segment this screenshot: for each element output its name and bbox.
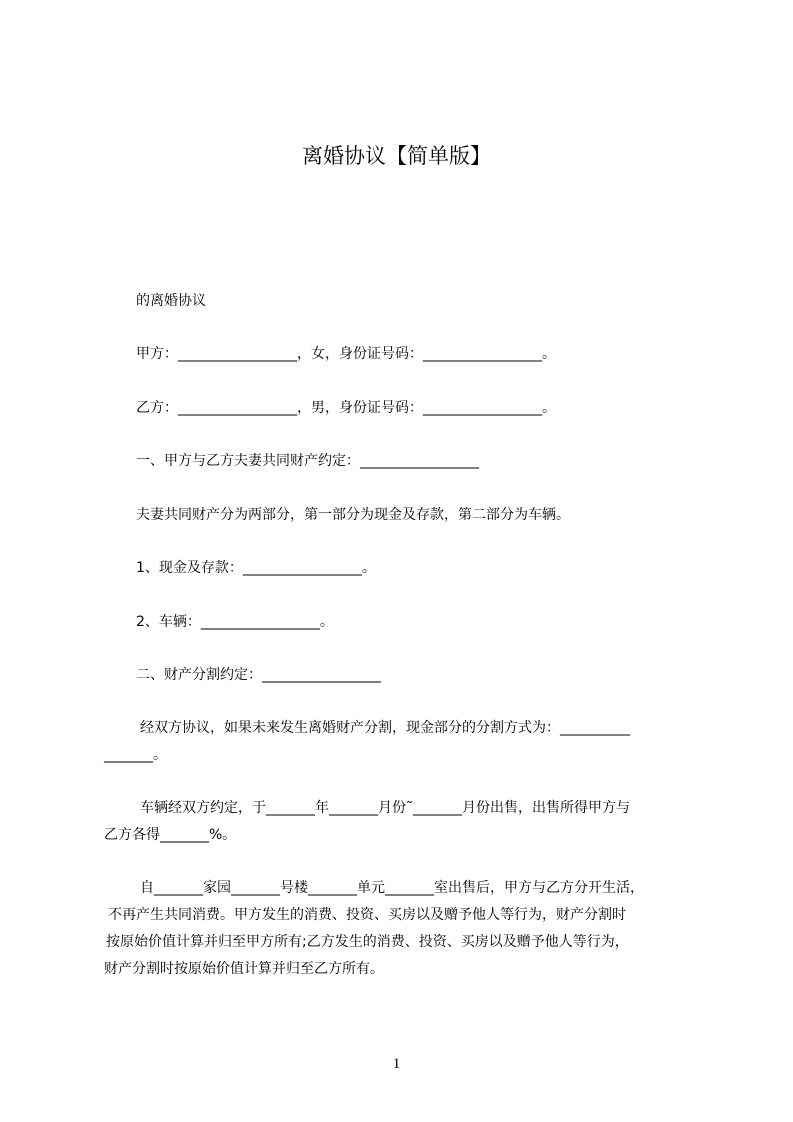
paragraph-3-line-4: 财产分割时按原始价值计算并归至乙方所有。 xyxy=(104,961,384,977)
item-1-cash: 1、现金及存款：_________________。 xyxy=(136,560,376,576)
page-number: 1 xyxy=(392,1056,401,1072)
intro-line: 的离婚协议 xyxy=(136,293,206,309)
section-1-heading: 一、甲方与乙方夫妻共同财产约定：_________________ xyxy=(136,453,479,469)
paragraph-3-line-2: 不再产生共同消费。甲方发生的消费、投资、买房以及赠予他人等行为，财产分割时 xyxy=(108,907,626,923)
paragraph-1-line-1: 经双方协议，如果未来发生离婚财产分割，现金部分的分割方式为：__________ xyxy=(140,720,630,736)
document-title: 离婚协议【简单版】 xyxy=(302,144,491,168)
party-b-line: 乙方：_________________，男，身份证号码：_________________。 xyxy=(136,400,556,416)
paragraph-3-line-3: 按原始价值计算并归至甲方所有;乙方发生的消费、投资、买房以及赠予他人等行为， xyxy=(106,934,629,950)
paragraph-2-line-2: 乙方各得_______%。 xyxy=(104,827,237,843)
section-2-heading: 二、财产分割约定：_________________ xyxy=(136,667,381,683)
paragraph-1-line-2: _______。 xyxy=(104,747,167,763)
paragraph-3-line-1: 自_______家园_______号楼_______单元_______室出售后，甲方与乙方分开生活， xyxy=(140,880,644,896)
item-2-vehicle: 2、车辆：_________________。 xyxy=(136,614,334,630)
party-a-line: 甲方：_________________，女，身份证号码：_________________。 xyxy=(136,346,556,362)
paragraph-2-line-1: 车辆经双方约定，于_______年_______月份˜_______月份出售，出售所得甲方与 xyxy=(140,800,630,816)
section-1-description: 夫妻共同财产分为两部分，第一部分为现金及存款，第二部分为车辆。 xyxy=(136,507,570,523)
